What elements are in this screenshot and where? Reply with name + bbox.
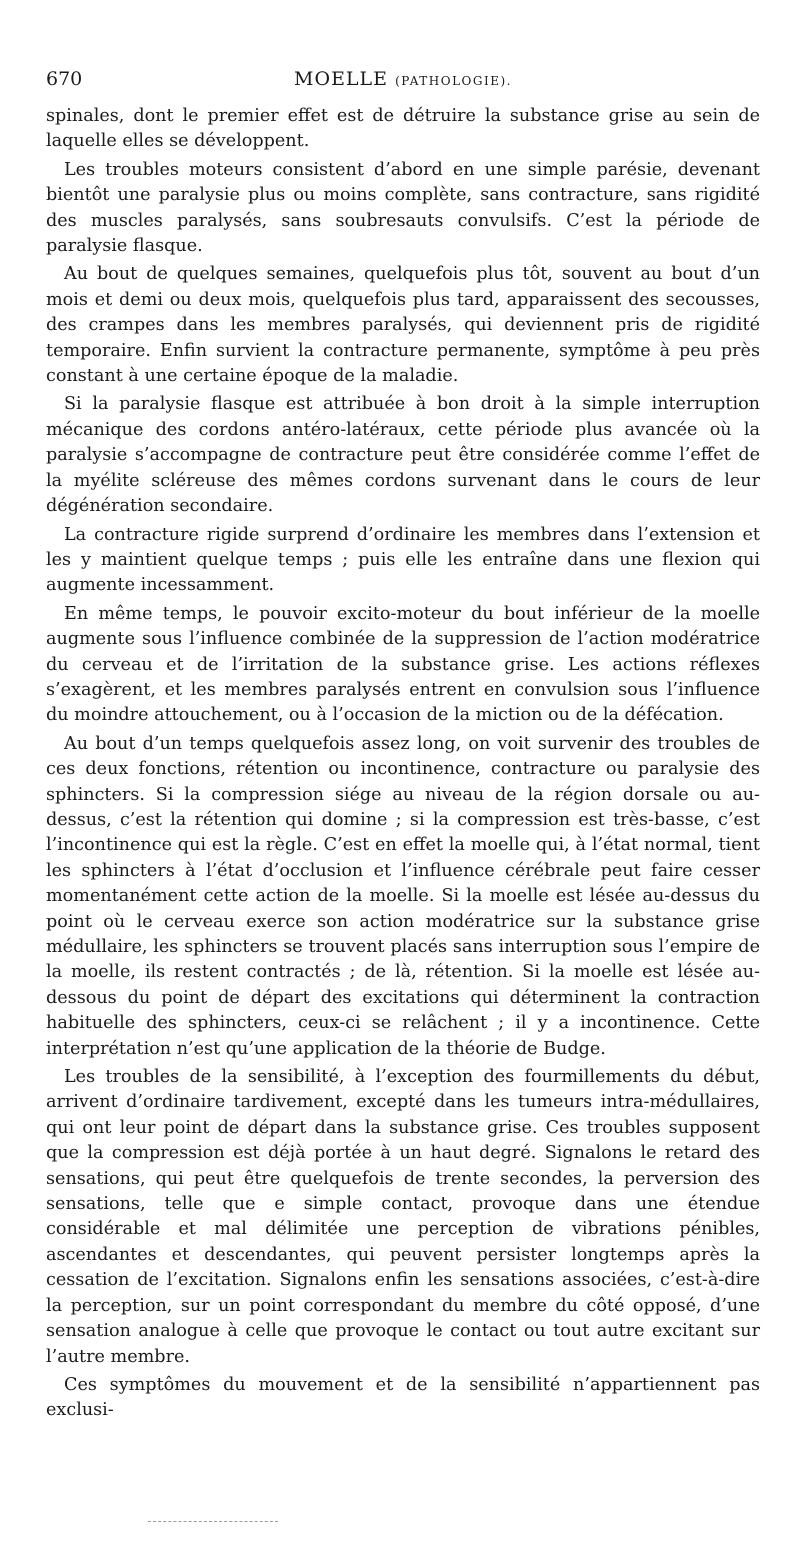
paragraph: Les troubles de la sensibilité, à l’exception des fourmillements du début, arrivent d’ordinaire tardivement, excepté dans les tumeurs intra-médullaires, qui ont leur point de départ dans la substance grise. Ces troubles supposent que la compression est déjà portée à un haut degré. Signalons le retard des sensations, qui peut être quelquefois de trente secondes, la perversion des sensations, telle que e simple contact, provoque dans une étendue considérable et mal délimitée une perception de vibrations pénibles, ascendantes et descendantes, qui peuvent persister longtemps après la cessation de l’excitation. Signalons enfin les sensations associées, c’est-à-dire la perception, sur un point correspondant du membre du côté opposé, d’une sensation analogue à celle que provoque le contact ou tout autre excitant sur l’autre membre. — [46, 1067, 760, 1367]
paragraph: En même temps, le pouvoir excito-moteur du bout inférieur de la moelle augmente sous l’influence combinée de la suppression de l’action modératrice du cerveau et de l’irritation de la substance grise. Les actions réflexes s’exagèrent, et les membres paralysés entrent en convulsion sous l’influence du moindre attouchement, ou à l’occasion de la miction ou de la défécation. — [46, 603, 760, 726]
body-text — [46, 104, 760, 1427]
paragraph: Au bout d’un temps quelquefois assez long, on voit survenir des troubles de ces deux fonctions, rétention ou incontinence, contracture ou paralysie des sphincters. Si la compression siége au niveau de la région dorsale ou au-dessus, c’est la rétention qui domine ; si la compression est très-basse, c’est l’incontinence qui est la règle. C’est en effet la moelle qui, à l’état normal, tient les sphincters à l’état d’occlusion et l’influence cérébrale peut faire cesser momentanément cette action de la moelle. Si la moelle est lésée au-dessus du point où le cerveau exerce son action modératrice sur la substance grise médullaire, les sphincters se trouvent placés sans interruption sous l’empire de la moelle, ils restent contractés ; de là, rétention. Si la moelle est lésée au-dessous du point de départ des excitations qui déterminent la contraction habituelle des sphincters, ceux-ci se relâchent ; il y a incontinence. Cette interprétation n’est qu’une application de la théorie de Budge. — [46, 733, 760, 1059]
running-head — [46, 68, 760, 90]
running-head-main: MOELLE — [294, 68, 389, 90]
page-number: 670 — [46, 68, 83, 90]
paragraph: spinales, dont le premier effet est de détruire la substance grise au sein de laquelle elles se développent. — [46, 106, 760, 152]
paragraph: Ces symptômes du mouvement et de la sensibilité n’appartiennent pas exclusi- — [46, 1374, 760, 1421]
paragraph: Les troubles moteurs consistent d’abord en une simple parésie, devenant bientôt une paralysie plus ou moins complète, sans contracture, sans rigidité des muscles paralysés, sans soubresauts convulsifs. C’est la période de paralysie flasque. — [46, 159, 760, 257]
running-head-sub: (PATHOLOGIE). — [395, 74, 512, 88]
paragraph: La contracture rigide surprend d’ordinaire les membres dans l’extension et les y maintient quelque temps ; puis elle les entraîne dans une flexion qui augmente incessamment. — [46, 524, 760, 596]
footer-rule — [148, 1521, 278, 1522]
paragraph: Au bout de quelques semaines, quelquefois plus tôt, souvent au bout d’un mois et demi ou deux mois, quelquefois plus tard, apparaissent des secousses, des crampes dans les membres paralysés, qui deviennent pris de rigidité temporaire. Enfin survient la contracture permanente, symptôme à peu près constant à une certaine époque de la maladie. — [46, 264, 760, 387]
page-header — [46, 68, 760, 98]
paragraph: Si la paralysie flasque est attribuée à bon droit à la simple interruption mécanique des cordons antéro-latéraux, cette période plus avancée où la paralysie s’accompagne de contracture peut être considérée comme l’effet de la myélite scléreuse des mêmes cordons survenant dans le cours de leur dégénération secondaire. — [46, 394, 760, 517]
